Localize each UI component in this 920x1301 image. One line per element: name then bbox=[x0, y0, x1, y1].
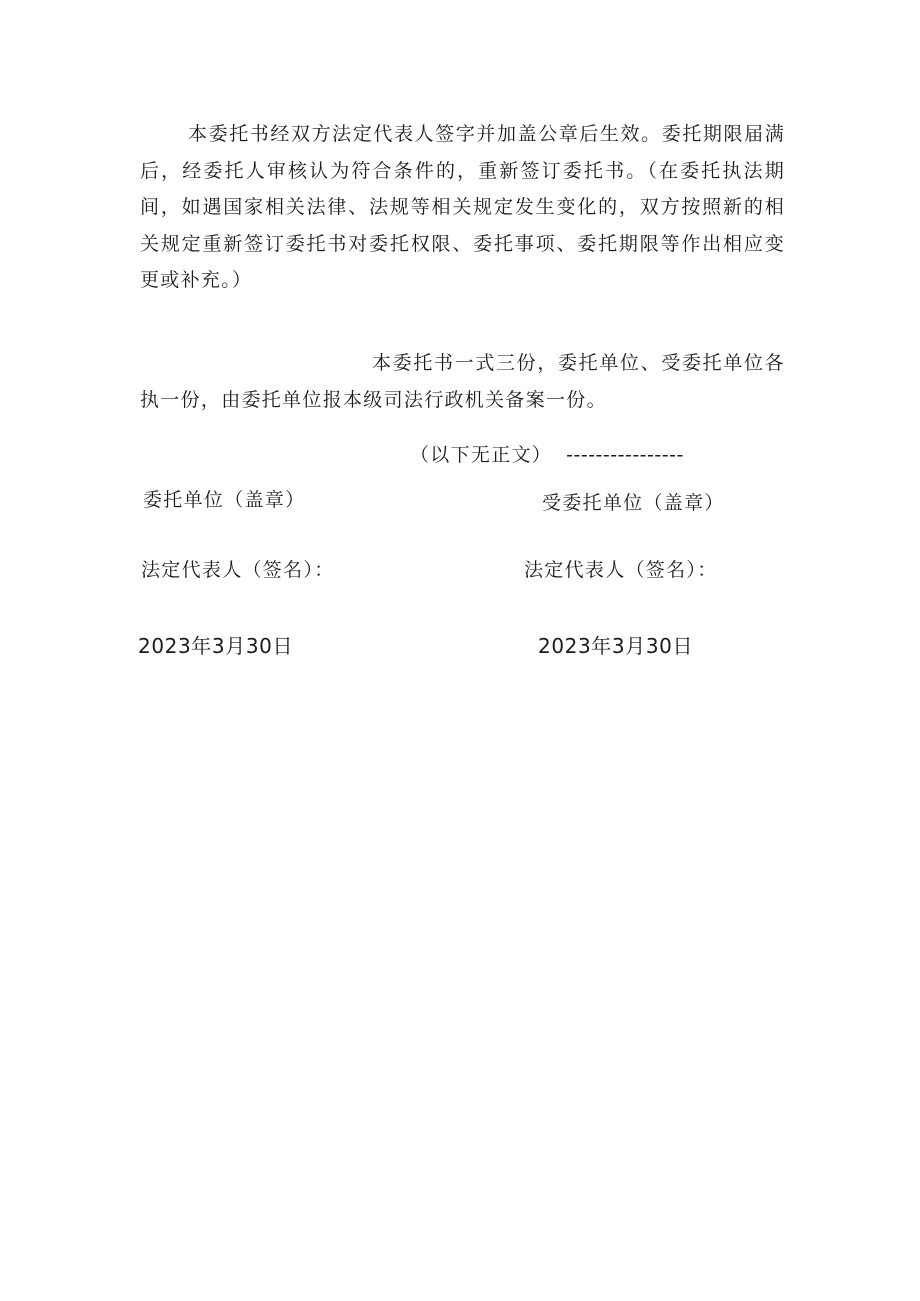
copies-paragraph: 本委托书一式三份，委托单位、受委托单位各执一份，由委托单位报本级司法行政机关备案一份。 bbox=[140, 352, 785, 411]
entrusted-representative-signature-label: 法定代表人（签名）： bbox=[524, 559, 718, 581]
entrusted-sign-date: 2023年3月30日 bbox=[538, 634, 694, 658]
end-of-text-marker: （以下无正文） bbox=[410, 444, 553, 466]
end-of-text-line bbox=[410, 440, 684, 467]
entrusting-unit-seal-label: 委托单位（盖章） bbox=[143, 489, 306, 511]
entrusting-representative-signature-label: 法定代表人（签名）： bbox=[141, 559, 335, 581]
validity-paragraph: 本委托书经双方法定代表人签字并加盖公章后生效。委托期限届满后，经委托人审核认为符合条件的，重新签订委托书。（在委托执法期间，如遇国家相关法律、法规等相关规定发生变化的，双方按照新的相关规定重新签订委托书对委托权限、委托事项、委托期限等作出相应变更或补充。） bbox=[140, 123, 785, 291]
entrusting-sign-date: 2023年3月30日 bbox=[138, 634, 294, 658]
entrusted-unit-seal-label: 受委托单位（盖章） bbox=[542, 492, 725, 514]
dash-separator: ---------------- bbox=[566, 444, 684, 466]
